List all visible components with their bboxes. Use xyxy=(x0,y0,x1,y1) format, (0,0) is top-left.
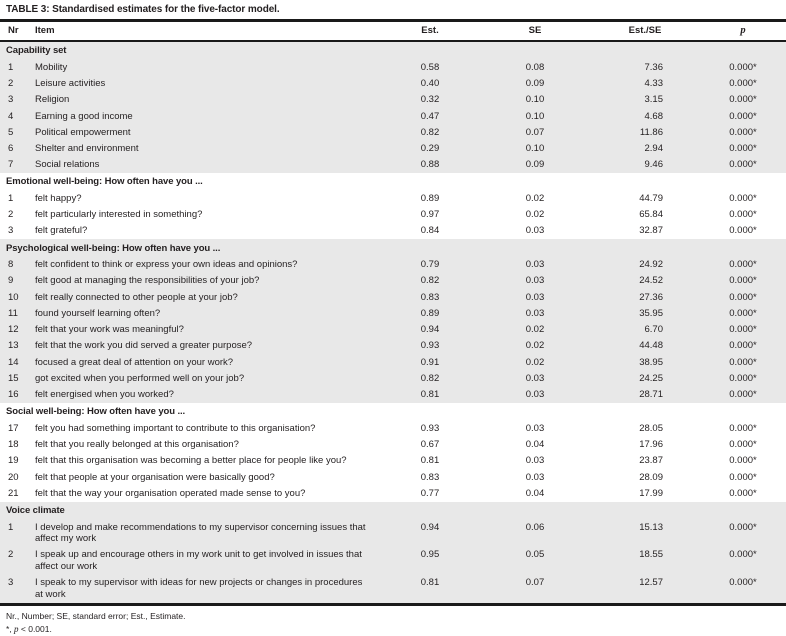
row-nr: 8 xyxy=(8,259,14,271)
row-est-se xyxy=(590,371,700,387)
row-est-se xyxy=(590,289,700,305)
row-item: I speak to my supervisor with ideas for new projects or changes in procedures at work xyxy=(35,577,363,600)
row-est-se xyxy=(590,124,700,140)
row-se: 0.02 xyxy=(525,340,545,352)
table-row xyxy=(0,273,786,289)
col-header-se: SE xyxy=(480,22,590,41)
col-header-p: p xyxy=(700,22,786,41)
row-p: 0.000* xyxy=(729,61,757,73)
row-nr: 20 xyxy=(8,471,19,483)
row-est: 0.82 xyxy=(420,126,440,138)
row-se: 0.03 xyxy=(525,389,545,401)
row-item: felt that the way your organisation operated made sense to you? xyxy=(35,487,306,499)
footnote-significance-suffix: < 0.001. xyxy=(18,624,52,634)
table-row xyxy=(0,124,786,140)
row-p: 0.000* xyxy=(729,422,757,434)
table-row xyxy=(0,338,786,354)
row-se: 0.03 xyxy=(525,275,545,287)
row-est-se xyxy=(590,207,700,223)
row-p: 0.000* xyxy=(729,159,757,171)
row-nr: 1 xyxy=(8,61,14,73)
row-p: 0.000* xyxy=(729,389,757,401)
row-se: 0.06 xyxy=(525,521,545,533)
decimal-value: 17.96 xyxy=(639,439,663,451)
row-est: 0.82 xyxy=(420,373,440,385)
decimal-value: 44.79 xyxy=(639,192,663,204)
row-se: 0.03 xyxy=(525,373,545,385)
row-est: 0.82 xyxy=(420,275,440,287)
row-p: 0.000* xyxy=(729,291,757,303)
row-nr: 1 xyxy=(8,192,14,204)
table-header xyxy=(0,22,786,41)
row-se: 0.03 xyxy=(525,471,545,483)
table-row xyxy=(0,157,786,173)
row-item: felt confident to think or express your own ideas and opinions? xyxy=(35,259,298,271)
row-p: 0.000* xyxy=(729,373,757,385)
row-est-se xyxy=(590,420,700,436)
col-header-item: Item xyxy=(28,22,380,41)
row-item: Mobility xyxy=(35,61,68,73)
row-se: 0.03 xyxy=(525,422,545,434)
row-nr: 3 xyxy=(8,225,14,237)
row-item: felt that your work was meaningful? xyxy=(35,324,184,336)
row-item: Religion xyxy=(35,94,70,106)
row-est-se xyxy=(590,519,700,547)
row-p: 0.000* xyxy=(729,521,757,533)
table-row xyxy=(0,59,786,75)
row-se: 0.03 xyxy=(525,259,545,271)
row-est-se xyxy=(590,306,700,322)
row-p: 0.000* xyxy=(729,549,757,561)
decimal-value: 27.36 xyxy=(639,291,663,303)
decimal-value: 24.92 xyxy=(639,259,663,271)
row-est: 0.77 xyxy=(420,487,440,499)
row-est-se xyxy=(590,59,700,75)
row-est: 0.58 xyxy=(420,61,440,73)
row-est: 0.83 xyxy=(420,291,440,303)
row-est: 0.79 xyxy=(420,259,440,271)
row-p: 0.000* xyxy=(729,77,757,89)
section-title: Emotional well-being: How often have you ... xyxy=(6,176,203,188)
footnote-p-symbol: p xyxy=(14,624,19,634)
section-title: Psychological well-being: How often have you ... xyxy=(6,242,221,254)
row-nr: 16 xyxy=(8,389,19,401)
decimal-value: 28.09 xyxy=(639,471,663,483)
row-se: 0.08 xyxy=(525,61,545,73)
decimal-value: 7.36 xyxy=(644,61,663,73)
row-item: felt particularly interested in something? xyxy=(35,209,203,221)
row-est: 0.88 xyxy=(420,159,440,171)
footnote-abbreviations: Nr., Number; SE, standard error; Est., Estimate. xyxy=(6,610,186,621)
row-item: got excited when you performed well on your job? xyxy=(35,373,245,385)
row-nr: 15 xyxy=(8,373,19,385)
decimal-value: 6.70 xyxy=(644,324,663,336)
table-row xyxy=(0,289,786,305)
row-p: 0.000* xyxy=(729,455,757,467)
row-est-se xyxy=(590,141,700,157)
decimal-value: 38.95 xyxy=(639,356,663,368)
row-item: Earning a good income xyxy=(35,110,133,122)
section-title: Voice climate xyxy=(6,505,65,517)
table-row xyxy=(0,354,786,370)
decimal-value: 9.46 xyxy=(644,159,663,171)
row-est-se xyxy=(590,547,700,575)
section-header-row xyxy=(0,173,786,190)
section-header-row xyxy=(0,502,786,519)
row-se: 0.09 xyxy=(525,77,545,89)
row-p: 0.000* xyxy=(729,110,757,122)
row-item: felt that people at your organisation were basically good? xyxy=(35,471,275,483)
decimal-value: 23.87 xyxy=(639,455,663,467)
section-header-row xyxy=(0,239,786,256)
section-header-row xyxy=(0,403,786,420)
row-se: 0.10 xyxy=(525,94,545,106)
row-est: 0.81 xyxy=(420,455,440,467)
row-nr: 21 xyxy=(8,487,19,499)
table-row xyxy=(0,420,786,436)
row-item: found yourself learning often? xyxy=(35,307,161,319)
table-row xyxy=(0,257,786,273)
row-item: Political empowerment xyxy=(35,126,131,138)
decimal-value: 2.94 xyxy=(644,143,663,155)
table-row xyxy=(0,306,786,322)
decimal-value: 17.99 xyxy=(639,487,663,499)
row-item: felt good at managing the responsibilities of your job? xyxy=(35,275,260,287)
table-title: TABLE 3: Standardised estimates for the five-factor model. xyxy=(0,0,786,22)
table-row xyxy=(0,76,786,92)
row-nr: 5 xyxy=(8,126,14,138)
table-row xyxy=(0,519,786,547)
row-nr: 18 xyxy=(8,439,19,451)
row-p: 0.000* xyxy=(729,487,757,499)
row-nr: 3 xyxy=(8,577,14,589)
decimal-value: 11.86 xyxy=(639,126,663,138)
row-p: 0.000* xyxy=(729,307,757,319)
row-se: 0.07 xyxy=(525,126,545,138)
row-est-se xyxy=(590,257,700,273)
row-se: 0.10 xyxy=(525,143,545,155)
row-nr: 11 xyxy=(8,307,18,319)
col-header-est: Est. xyxy=(380,22,480,41)
table-row xyxy=(0,223,786,239)
row-se: 0.10 xyxy=(525,110,545,122)
row-est: 0.40 xyxy=(420,77,440,89)
row-p: 0.000* xyxy=(729,275,757,287)
header-row xyxy=(0,22,786,41)
row-est: 0.94 xyxy=(420,324,440,336)
row-item: felt really connected to other people at your job? xyxy=(35,291,238,303)
row-est: 0.47 xyxy=(420,110,440,122)
row-item: focused a great deal of attention on your work? xyxy=(35,356,234,368)
row-est-se xyxy=(590,453,700,469)
row-p: 0.000* xyxy=(729,577,757,589)
decimal-value: 24.52 xyxy=(639,275,663,287)
table-row xyxy=(0,141,786,157)
row-nr: 17 xyxy=(8,422,19,434)
row-est-se xyxy=(590,92,700,108)
decimal-value: 28.71 xyxy=(639,389,663,401)
table-row xyxy=(0,108,786,124)
row-item: Social relations xyxy=(35,159,100,171)
row-item: I speak up and encourage others in my work unit to get involved in issues that affect our work xyxy=(35,549,362,572)
row-se: 0.03 xyxy=(525,307,545,319)
decimal-value: 24.25 xyxy=(639,373,663,385)
row-se: 0.02 xyxy=(525,356,545,368)
section-title: Capability set xyxy=(6,45,67,57)
row-nr: 2 xyxy=(8,209,14,221)
table-row xyxy=(0,322,786,338)
row-item: Shelter and environment xyxy=(35,143,139,155)
row-nr: 3 xyxy=(8,94,14,106)
decimal-value: 4.33 xyxy=(644,77,663,89)
decimal-value: 28.05 xyxy=(639,422,663,434)
col-header-nr: Nr xyxy=(0,22,28,41)
row-p: 0.000* xyxy=(729,143,757,155)
row-se: 0.02 xyxy=(525,192,545,204)
row-est: 0.84 xyxy=(420,225,440,237)
row-nr: 6 xyxy=(8,143,14,155)
row-item: felt that this organisation was becoming a better place for people like you? xyxy=(35,455,347,467)
table-row xyxy=(0,387,786,403)
row-est: 0.95 xyxy=(420,549,440,561)
row-est-se xyxy=(590,338,700,354)
row-se: 0.02 xyxy=(525,324,545,336)
table-row xyxy=(0,486,786,502)
row-nr: 1 xyxy=(8,521,14,533)
row-nr: 13 xyxy=(8,340,19,352)
row-nr: 9 xyxy=(8,275,14,287)
row-est: 0.89 xyxy=(420,307,440,319)
row-est: 0.81 xyxy=(420,389,440,401)
row-p: 0.000* xyxy=(729,126,757,138)
col-header-est-se: Est./SE xyxy=(590,22,700,41)
row-item: Leisure activities xyxy=(35,77,106,89)
row-est-se xyxy=(590,387,700,403)
decimal-value: 65.84 xyxy=(639,209,663,221)
row-est-se xyxy=(590,322,700,338)
row-se: 0.03 xyxy=(525,291,545,303)
table-row xyxy=(0,371,786,387)
row-est: 0.94 xyxy=(420,521,440,533)
decimal-value: 32.87 xyxy=(639,225,663,237)
table-row xyxy=(0,547,786,575)
row-p: 0.000* xyxy=(729,471,757,483)
row-est: 0.67 xyxy=(420,439,440,451)
row-nr: 7 xyxy=(8,159,14,171)
table-row xyxy=(0,575,786,603)
row-item: felt happy? xyxy=(35,192,82,204)
row-nr: 10 xyxy=(8,291,19,303)
row-item: felt grateful? xyxy=(35,225,88,237)
row-est: 0.81 xyxy=(420,577,440,589)
row-item: I develop and make recommendations to my supervisor concerning issues that affect my work xyxy=(35,521,366,545)
row-est-se xyxy=(590,437,700,453)
row-p: 0.000* xyxy=(729,340,757,352)
row-est: 0.89 xyxy=(420,192,440,204)
row-se: 0.04 xyxy=(525,487,545,499)
row-p: 0.000* xyxy=(729,94,757,106)
decimal-value: 35.95 xyxy=(639,307,663,319)
row-est: 0.93 xyxy=(420,340,440,352)
row-est: 0.97 xyxy=(420,209,440,221)
row-item: felt that you really belonged at this organisation? xyxy=(35,439,239,451)
row-nr: 2 xyxy=(8,77,14,89)
row-est-se xyxy=(590,223,700,239)
table-footnotes xyxy=(0,603,786,636)
row-est: 0.91 xyxy=(420,356,440,368)
row-p: 0.000* xyxy=(729,439,757,451)
row-item: felt that the work you did served a greater purpose? xyxy=(35,340,253,352)
row-se: 0.04 xyxy=(525,439,545,451)
table-row xyxy=(0,453,786,469)
row-est-se xyxy=(590,575,700,603)
row-est-se xyxy=(590,354,700,370)
row-p: 0.000* xyxy=(729,192,757,204)
table-row xyxy=(0,191,786,207)
table-row xyxy=(0,207,786,223)
footnote-significance-prefix: *, xyxy=(6,624,15,634)
row-est: 0.93 xyxy=(420,422,440,434)
row-se: 0.03 xyxy=(525,455,545,467)
row-nr: 4 xyxy=(8,110,14,122)
row-se: 0.05 xyxy=(525,549,545,561)
decimal-value: 4.68 xyxy=(644,110,663,122)
decimal-value: 3.15 xyxy=(644,94,663,106)
row-nr: 14 xyxy=(8,356,19,368)
row-se: 0.02 xyxy=(525,209,545,221)
table-body xyxy=(0,41,786,603)
row-se: 0.07 xyxy=(525,577,545,589)
row-item: felt you had something important to contribute to this organisation? xyxy=(35,422,316,434)
row-est-se xyxy=(590,108,700,124)
row-est-se xyxy=(590,191,700,207)
row-nr: 19 xyxy=(8,455,19,467)
row-item: felt energised when you worked? xyxy=(35,389,174,401)
row-est-se xyxy=(590,76,700,92)
row-se: 0.09 xyxy=(525,159,545,171)
row-p: 0.000* xyxy=(729,259,757,271)
table-row xyxy=(0,92,786,108)
decimal-value: 44.48 xyxy=(639,340,663,352)
row-est: 0.29 xyxy=(420,143,440,155)
row-p: 0.000* xyxy=(729,225,757,237)
five-factor-table xyxy=(0,22,786,603)
row-est: 0.32 xyxy=(420,94,440,106)
row-nr: 12 xyxy=(8,324,19,336)
decimal-value: 18.55 xyxy=(639,549,663,561)
row-est: 0.83 xyxy=(420,471,440,483)
decimal-value: 15.13 xyxy=(639,521,663,533)
section-title: Social well-being: How often have you ... xyxy=(6,406,186,418)
row-est-se xyxy=(590,486,700,502)
row-nr: 2 xyxy=(8,549,14,561)
row-est-se xyxy=(590,273,700,289)
row-est-se xyxy=(590,157,700,173)
row-p: 0.000* xyxy=(729,209,757,221)
row-p: 0.000* xyxy=(729,324,757,336)
row-se: 0.03 xyxy=(525,225,545,237)
row-p: 0.000* xyxy=(729,356,757,368)
section-header-row xyxy=(0,41,786,59)
footnote-significance xyxy=(6,623,780,636)
table-row xyxy=(0,437,786,453)
row-est-se xyxy=(590,469,700,485)
table-row xyxy=(0,469,786,485)
decimal-value: 12.57 xyxy=(639,577,663,589)
